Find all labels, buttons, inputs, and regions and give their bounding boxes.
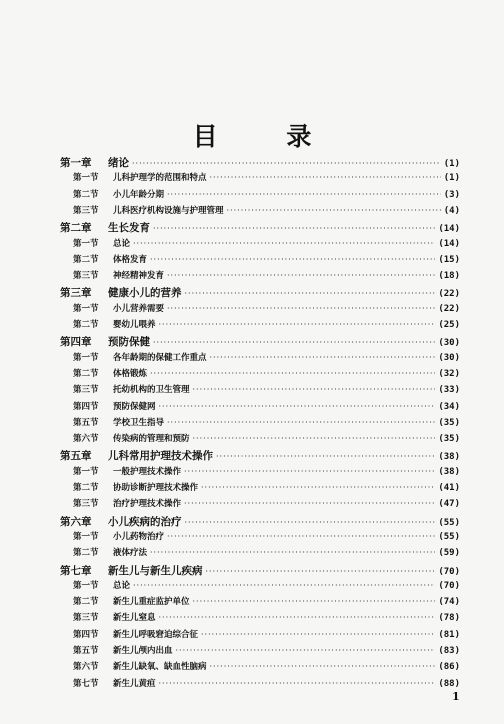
toc-entry-title: 新生儿呼吸窘迫综合征: [113, 629, 199, 640]
toc-leader-dots: [150, 548, 435, 557]
toc-entry-number: 第七节: [73, 678, 99, 689]
toc-entry-number: 第二章: [60, 222, 92, 235]
toc-entry-page: (4): [443, 205, 460, 216]
toc-entry-page: (81): [438, 629, 460, 640]
toc-entry-page: (38): [438, 466, 460, 477]
toc-section-entry: [73, 530, 460, 547]
toc-leader-dots: [216, 452, 435, 461]
toc-entry-page: (22): [438, 303, 460, 314]
toc-section-entry: [73, 465, 460, 482]
toc-section-entry: [73, 611, 460, 628]
toc-leader-dots: [167, 190, 441, 199]
toc-leader-dots: [193, 434, 436, 443]
toc-entry-page: (14): [438, 224, 460, 235]
toc-entry-title: 学校卫生指导: [113, 417, 165, 428]
toc-entry-page: (74): [438, 597, 460, 608]
toc-entry-title: 健康小儿的营养: [108, 287, 182, 300]
toc-entry-page: (18): [438, 271, 460, 282]
toc-leader-dots: [167, 418, 435, 427]
toc-entry-number: 第三节: [73, 499, 99, 510]
toc-leader-dots: [150, 255, 435, 264]
toc-entry-number: 第三节: [73, 205, 99, 216]
toc-entry-title: 协助诊断护理技术操作: [113, 483, 199, 493]
toc-section-entry: [73, 660, 460, 677]
toc-entry-page: (1): [443, 159, 460, 169]
toc-chapter-entry: [60, 448, 460, 465]
toc-entry-page: (70): [438, 580, 460, 591]
toc-entry-page: (55): [438, 531, 460, 542]
toc-entry-number: 第四章: [60, 336, 92, 349]
toc-section-entry: [73, 367, 460, 384]
toc-leader-dots: [159, 679, 436, 688]
toc-entry-title: 绪论: [108, 157, 129, 169]
toc-entry-number: 第二节: [73, 548, 99, 559]
toc-entry-number: 第三节: [73, 271, 99, 282]
toc-entry-number: 第三节: [73, 385, 99, 396]
toc-entry-number: 第一节: [73, 173, 99, 184]
toc-leader-dots: [185, 289, 436, 298]
toc-section-entry: [73, 432, 460, 449]
toc-entry-page: (35): [438, 434, 460, 445]
toc-entry-title: 传染病的管理和预防: [113, 434, 190, 445]
toc-entry-title: 体格锻炼: [113, 368, 148, 379]
toc-entry-page: (30): [438, 352, 460, 363]
toc-entry-number: 第五节: [73, 646, 99, 656]
toc-section-entry: [73, 416, 460, 433]
toc-entry-number: 第二节: [73, 597, 99, 608]
toc-entry-page: (33): [438, 385, 460, 396]
toc-entry-number: 第六章: [60, 515, 92, 528]
toc-entry-title: 各年龄期的保健工作重点: [113, 352, 207, 363]
toc-section-entry: [73, 546, 460, 563]
toc-section-entry: [73, 269, 460, 286]
toc-leader-dots: [193, 385, 436, 394]
toc-entry-number: 第二节: [73, 320, 99, 330]
toc-entry-title: 儿科医疗机构设施与护理管理: [113, 205, 224, 216]
toc-entry-title: 治疗护理技术操作: [113, 499, 182, 510]
toc-leader-dots: [167, 304, 435, 313]
toc-entry-title: 一般护理技术操作: [113, 466, 182, 477]
toc-leader-dots: [184, 499, 435, 508]
toc-leader-dots: [201, 630, 435, 639]
toc-entry-title: 婴幼儿喂养: [113, 320, 156, 330]
toc-leader-dots: [185, 518, 436, 527]
toc-entry-title: 新生儿与新生儿疾病: [108, 564, 203, 577]
toc-entry-number: 第二节: [73, 483, 99, 493]
toc-section-entry: [73, 253, 460, 270]
page-number: 1: [452, 690, 460, 703]
toc-entry-page: (78): [438, 613, 460, 624]
toc-entry-number: 第一节: [73, 466, 99, 477]
toc-entry-number: 第四节: [73, 401, 99, 412]
page-title: 目 录: [192, 122, 342, 151]
toc-leader-dots: [159, 402, 436, 411]
toc-section-entry: [73, 302, 460, 319]
toc-entry-page: (86): [438, 662, 460, 673]
toc-entry-number: 第五节: [73, 417, 99, 428]
toc-section-entry: [73, 383, 460, 400]
toc-entry-page: (70): [438, 566, 460, 577]
toc-leader-dots: [210, 173, 441, 182]
toc-entry-number: 第四节: [73, 629, 99, 640]
toc-entry-title: 新生儿重症监护单位: [113, 597, 190, 608]
toc-entry-page: (22): [438, 289, 460, 300]
toc-entry-title: 液体疗法: [113, 548, 148, 559]
toc-leader-dots: [159, 320, 436, 329]
toc-entry-page: (35): [438, 417, 460, 428]
toc-chapter-entry: [60, 220, 460, 237]
toc-leader-dots: [184, 467, 435, 476]
toc-leader-dots: [201, 483, 435, 492]
toc-section-entry: [73, 677, 460, 694]
toc-entry-number: 第一节: [73, 580, 99, 591]
toc-entry-page: (25): [438, 320, 460, 330]
toc-entry-number: 第六节: [73, 434, 99, 445]
toc-chapter-entry: [60, 563, 460, 580]
toc-section-entry: [73, 400, 460, 417]
toc-leader-dots: [132, 159, 441, 168]
toc-entry-number: 第一章: [60, 157, 92, 169]
toc-leader-dots: [150, 369, 435, 378]
toc-entry-title: 儿科护理学的范围和特点: [113, 173, 207, 184]
toc-entry-page: (47): [438, 499, 460, 510]
toc-leader-dots: [153, 224, 435, 233]
toc-leader-dots: [210, 662, 436, 671]
toc-leader-dots: [133, 239, 435, 248]
toc-entry-number: 第一节: [73, 531, 99, 542]
toc-entry-page: (14): [438, 238, 460, 249]
toc-entry-page: (34): [438, 401, 460, 412]
toc-entry-page: (3): [443, 189, 460, 200]
toc-leader-dots: [153, 338, 435, 347]
toc-entry-title: 小儿年龄分期: [113, 189, 165, 200]
toc-entry-title: 新生儿黄疸: [113, 678, 156, 689]
toc-section-entry: [73, 318, 460, 335]
toc-entry-page: (88): [438, 678, 460, 689]
toc-section-entry: [73, 481, 460, 498]
toc-entry-title: 新生儿缺氧、缺血性脑病: [113, 662, 207, 673]
toc-leader-dots: [167, 532, 435, 541]
toc-entry-title: 新生儿颅内出血: [113, 646, 173, 656]
toc-entry-title: 新生儿窒息: [113, 613, 156, 624]
toc-entry-title: 生长发育: [108, 222, 150, 235]
toc-entry-page: (83): [438, 646, 460, 656]
toc-entry-title: 预防保健网: [113, 401, 156, 412]
toc-entry-title: 儿科常用护理技术操作: [108, 450, 213, 463]
toc-chapter-entry: [60, 155, 460, 172]
toc-section-entry: [73, 497, 460, 514]
toc-entry-number: 第二节: [73, 254, 99, 265]
toc-entry-number: 第二节: [73, 189, 99, 200]
toc-leader-dots: [227, 206, 441, 215]
toc-chapter-entry: [60, 514, 460, 531]
toc-entry-number: 第二节: [73, 368, 99, 379]
toc-entry-page: (59): [438, 548, 460, 559]
toc-entry-number: 第一节: [73, 303, 99, 314]
toc-entry-title: 体格发育: [113, 254, 148, 265]
toc-leader-dots: [193, 597, 436, 606]
toc-entry-title: 小儿营养需要: [113, 303, 165, 314]
toc-entry-page: (41): [438, 483, 460, 493]
toc-leader-dots: [167, 271, 435, 280]
toc-entry-number: 第一节: [73, 238, 99, 249]
toc-entry-title: 托幼机构的卫生管理: [113, 385, 190, 396]
toc-leader-dots: [133, 581, 435, 590]
toc-entry-page: (1): [443, 173, 460, 184]
toc-entry-title: 神经精神发育: [113, 271, 165, 282]
toc-entry-number: 第五章: [60, 450, 92, 463]
toc-entry-page: (38): [438, 452, 460, 463]
toc-entry-number: 第三节: [73, 613, 99, 624]
toc-section-entry: [73, 579, 460, 596]
toc-section-entry: [73, 628, 460, 645]
toc-chapter-entry: [60, 334, 460, 351]
toc-entry-page: (32): [438, 368, 460, 379]
toc-leader-dots: [176, 646, 436, 655]
toc-entry-number: 第一节: [73, 352, 99, 363]
toc-entry-page: (30): [438, 338, 460, 349]
toc-entry-title: 小儿药物治疗: [113, 531, 165, 542]
toc-entry-page: (15): [438, 254, 460, 265]
toc-entry-title: 总论: [113, 238, 131, 249]
toc-section-entry: [73, 188, 460, 205]
toc-entry-number: 第三章: [60, 287, 92, 300]
toc-leader-dots: [159, 613, 436, 622]
toc-entry-page: (55): [438, 517, 460, 528]
toc-section-entry: [73, 351, 460, 368]
toc-section-entry: [73, 204, 460, 221]
toc-entry-number: 第七章: [60, 564, 92, 577]
toc-section-entry: [73, 237, 460, 254]
toc-leader-dots: [210, 353, 436, 362]
toc-section-entry: [73, 595, 460, 612]
toc-chapter-entry: [60, 285, 460, 302]
toc-section-entry: [73, 171, 460, 188]
toc-entry-title: 小儿疾病的治疗: [108, 515, 182, 528]
toc-entry-number: 第六节: [73, 662, 99, 673]
toc-entry-title: 总论: [113, 580, 131, 591]
toc-entry-title: 预防保健: [108, 336, 150, 349]
toc-leader-dots: [206, 567, 436, 576]
toc-section-entry: [73, 644, 460, 661]
